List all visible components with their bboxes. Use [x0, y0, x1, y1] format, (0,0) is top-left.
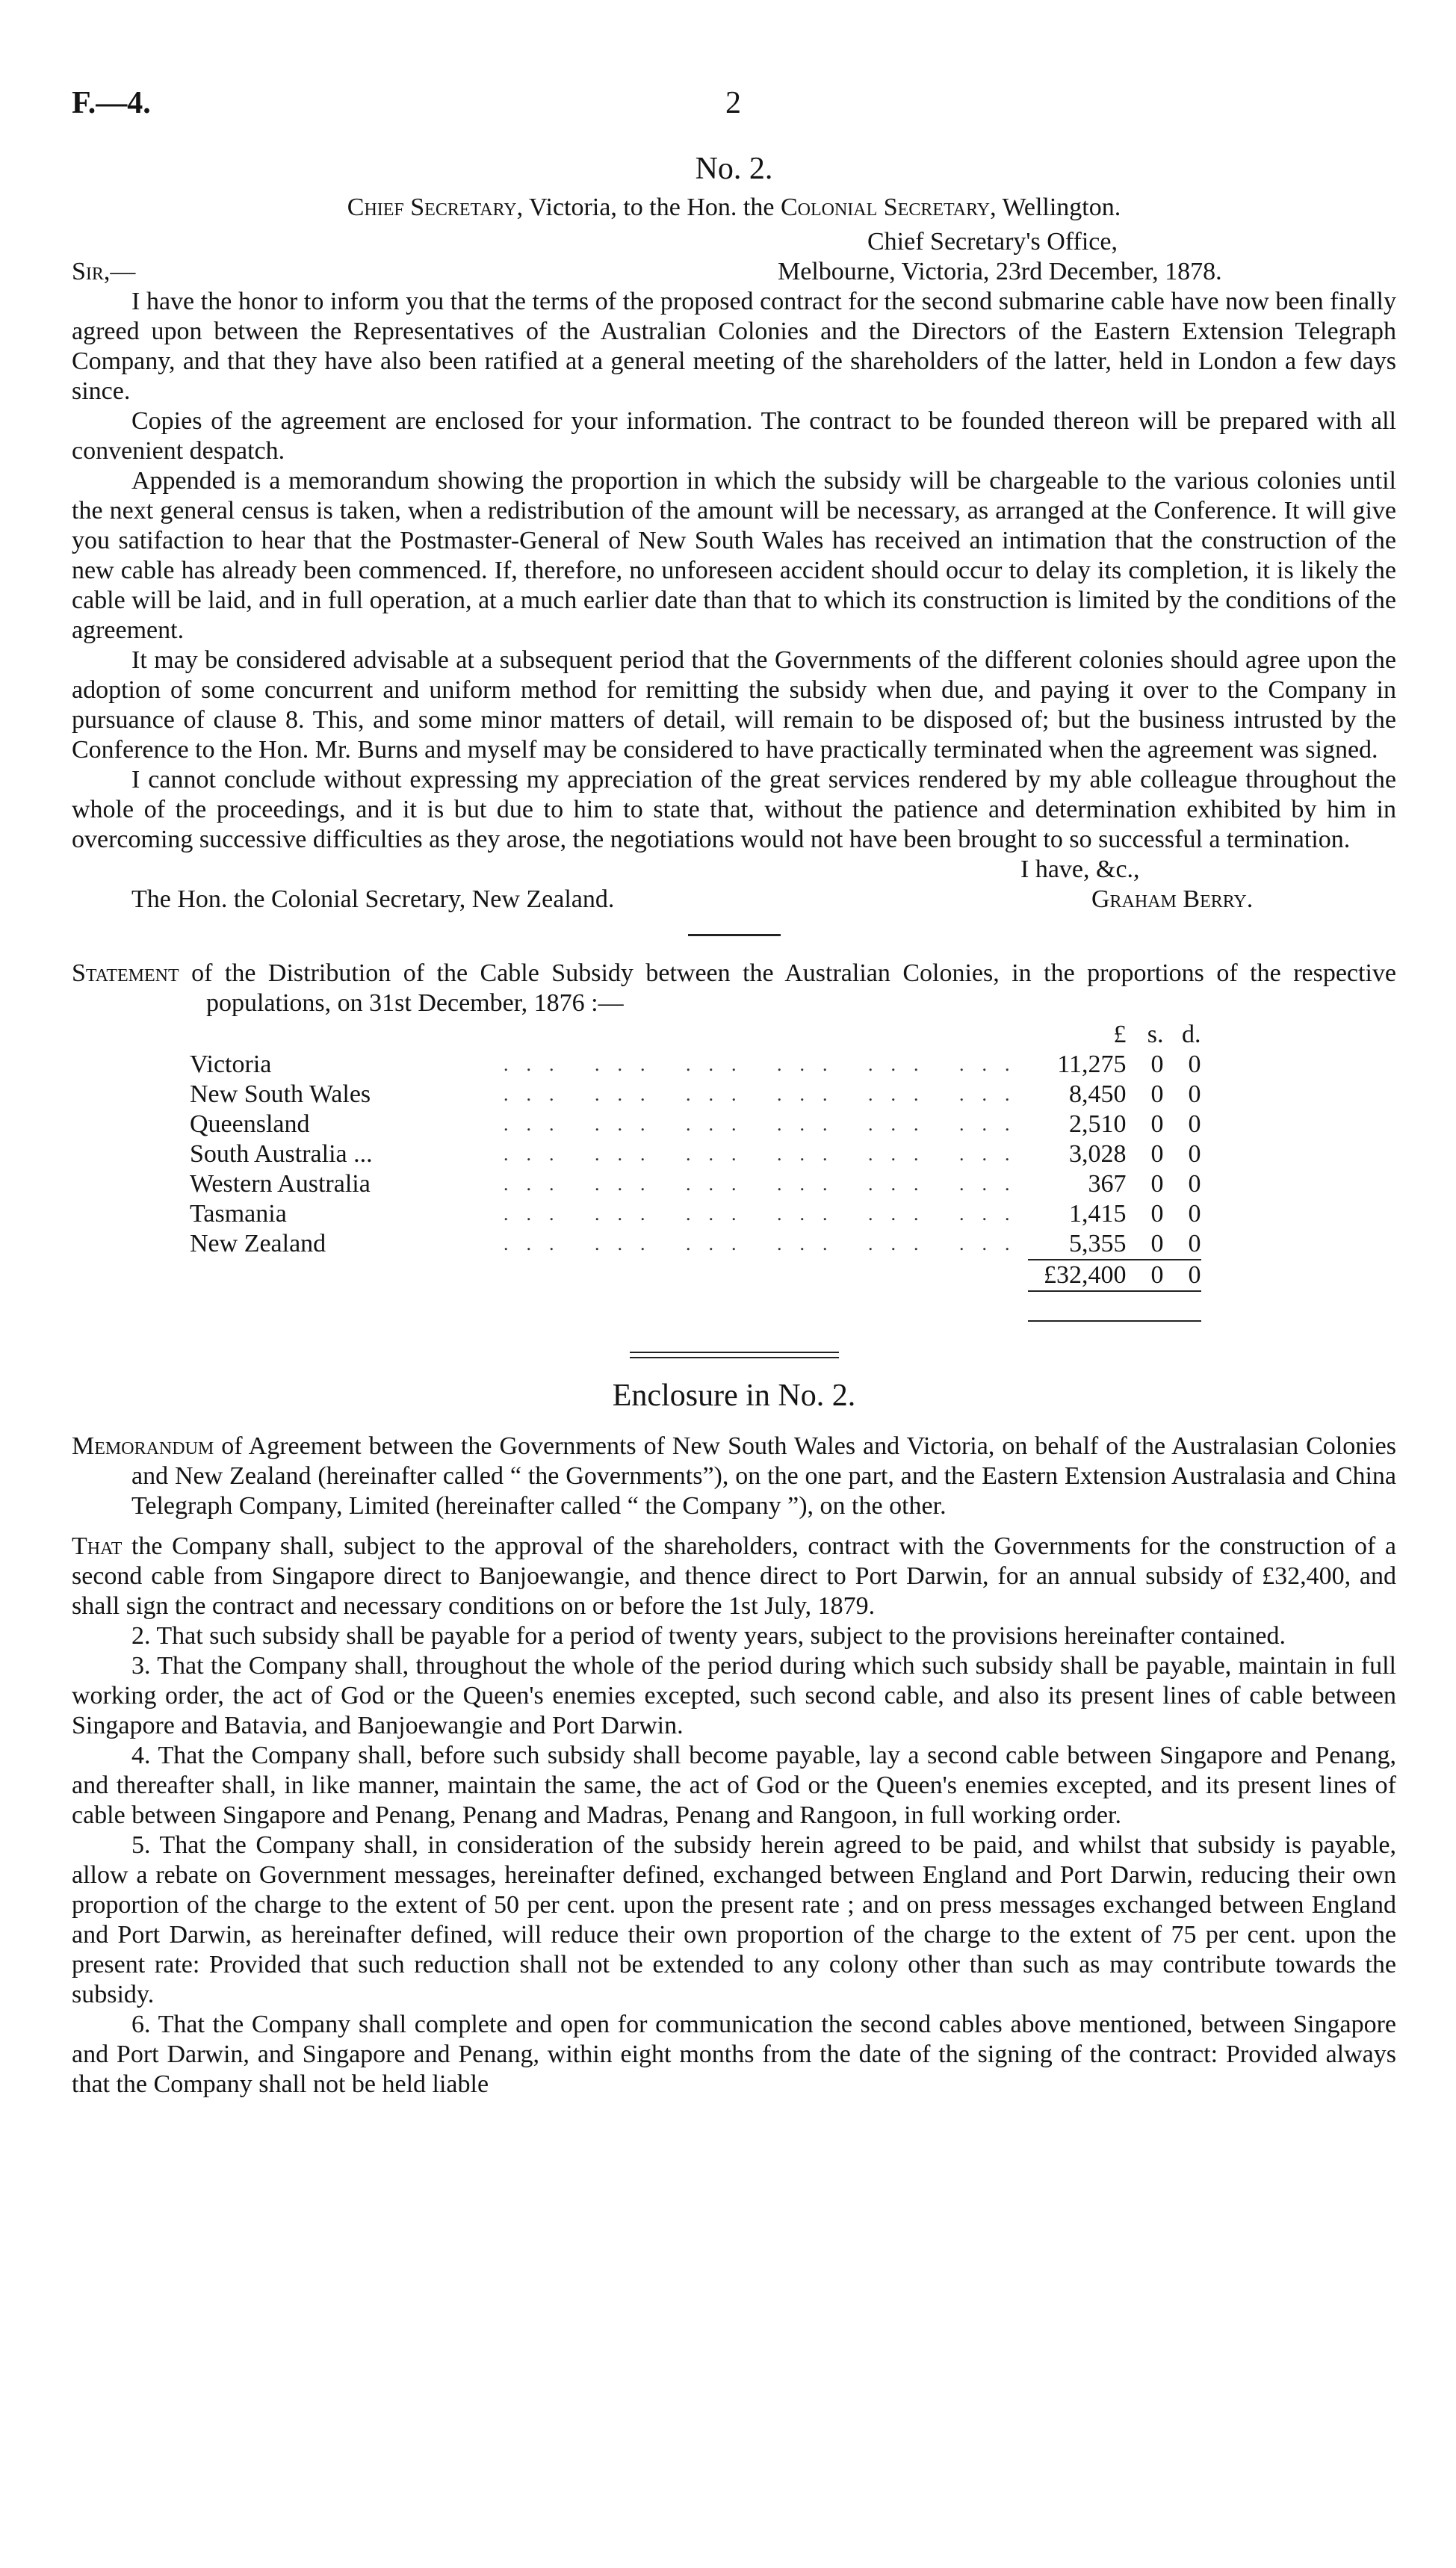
table-row — [190, 1199, 1201, 1229]
subsidy-table — [190, 1020, 1201, 1322]
memorandum-text: of Agreement between the Governments of New South Wales and Victoria, on behalf of the Australasian Colonies and New Zealand (hereinafter called “ the Governments”), on the one part, and the Eastern Extension Australasia and China Telegraph Company, Limited (hereinafter called “ the Company ”), on the other. — [131, 1432, 1396, 1520]
pence-value: 0 — [1188, 1230, 1201, 1257]
that-text: the Company shall, subject to the approval of the shareholders, contract with the Governments for the construction of a second cable from Singapore direct to Banjoewangie, and thence direct to Port Darwin, for an annual subsidy of £32,400, and shall sign the contract and necessary conditions on or before the 1st July, 1879. — [72, 1532, 1396, 1620]
closing: I have, &c., — [1020, 856, 1140, 883]
agreement-clause: 6. That the Company shall complete and open for communication the second cables above mentioned, between Singapore and Port Darwin, and Singapore and Penang, within eight months from the date of the signing of the contract: Provided always that the Company shall not be held liable — [72, 2011, 1396, 2098]
pounds-value: 3,028 — [1069, 1140, 1127, 1168]
paper-code: F.—4. — [72, 86, 151, 120]
total-pounds: £32,400 — [1028, 1260, 1127, 1291]
pounds-value: 1,415 — [1069, 1200, 1127, 1228]
leader-dots: ... ... ... ... ... ... — [504, 1083, 1028, 1105]
signature: Graham Berry. — [1091, 885, 1254, 913]
double-divider — [72, 1352, 1396, 1358]
divider-line — [630, 1357, 839, 1358]
agreement-clause: 3. That the Company shall, throughout the whole of the period during which such subsidy shall be payable, maintain in full working order, the act of God or the Queen's enemies excepted, such second cable, and also its present lines of cable between Singapore and Batavia, and Banjoewangie and Port Darwin. — [72, 1652, 1396, 1739]
table-row — [190, 1110, 1201, 1139]
colony-name: Queensland — [190, 1110, 310, 1138]
colony-name: Tasmania — [190, 1200, 287, 1228]
leader-dots: ... ... ... ... ... ... — [504, 1203, 1028, 1225]
pounds-header: £ — [1113, 1021, 1127, 1048]
total-row — [190, 1260, 1201, 1291]
shillings-value: 0 — [1150, 1110, 1164, 1138]
leader-dots: ... ... ... ... ... ... — [504, 1233, 1028, 1254]
letter-number: No. 2. — [695, 152, 773, 186]
to-title: Colonial Secretary — [780, 194, 991, 221]
addressee: The Hon. the Colonial Secretary, New Zealand. — [131, 885, 615, 913]
table-row — [190, 1139, 1201, 1169]
total-pence: 0 — [1164, 1260, 1201, 1291]
that-lead: That — [72, 1532, 123, 1560]
letter-address-line — [72, 193, 1396, 223]
section-divider — [688, 934, 781, 936]
office-line: Chief Secretary's Office, — [867, 228, 1118, 256]
colony-name: Victoria — [190, 1051, 272, 1078]
table-header-row — [190, 1020, 1201, 1050]
table-row — [190, 1169, 1201, 1199]
pence-value: 0 — [1188, 1110, 1201, 1138]
leader-dots: ... ... ... ... ... ... — [504, 1173, 1028, 1195]
page-number: 2 — [725, 86, 741, 120]
shillings-value: 0 — [1150, 1200, 1164, 1228]
statement-lead: Statement — [72, 959, 179, 987]
agreement-clause: 2. That such subsidy shall be payable for a period of twenty years, subject to the provisions hereinafter contained. — [131, 1622, 1286, 1650]
pence-value: 0 — [1188, 1140, 1201, 1168]
letter-paragraph: I have the honor to inform you that the terms of the proposed contract for the second submarine cable have now been finally agreed upon between the Representatives of the Australian Colonies and the Directors of the Eastern Extension Telegraph Company, and that they have also been ratified at a general meeting of the shareholders of the latter, held in London a few days since. — [72, 288, 1396, 405]
to-place: , Wellington. — [990, 194, 1121, 221]
place-date: Melbourne, Victoria, 23rd December, 1878. — [778, 258, 1222, 285]
shillings-value: 0 — [1150, 1230, 1164, 1257]
running-header — [72, 88, 1396, 133]
agreement-clause: 4. That the Company shall, before such subsidy shall become payable, lay a second cable between Singapore and Penang, and thereafter shall, in like manner, maintain the same, the act of God or the Queen's enemies excepted, and its present lines of cable between Singapore and Penang, Penang and Madras, Penang and Rangoon, in full working order. — [72, 1742, 1396, 1829]
from-title: Chief Secretary — [347, 194, 517, 221]
letter-body — [72, 287, 1396, 855]
pence-value: 0 — [1188, 1080, 1201, 1108]
pounds-value: 11,275 — [1057, 1051, 1127, 1078]
shillings-value: 0 — [1150, 1140, 1164, 1168]
statement-heading — [72, 959, 1396, 1018]
pounds-value: 5,355 — [1069, 1230, 1127, 1257]
memorandum-lead: Memorandum — [72, 1432, 214, 1460]
leader-dots: ... ... ... ... ... ... — [504, 1143, 1028, 1165]
pence-value: 0 — [1188, 1051, 1201, 1078]
letter-paragraph: I cannot conclude without expressing my appreciation of the great services rendered by my able colleague throughout the whole of the proceedings, and it is but due to him to state that, without the patience and determination exhibited by him in overcoming successive difficulties as they arose, the negotiations would not have been brought to so successful a termination. — [72, 766, 1396, 853]
pounds-value: 8,450 — [1069, 1080, 1127, 1108]
shillings-value: 0 — [1150, 1080, 1164, 1108]
pounds-value: 2,510 — [1069, 1110, 1127, 1138]
colony-name: New Zealand — [190, 1230, 326, 1257]
colony-name: New South Wales — [190, 1080, 371, 1108]
salutation: Sir,— — [72, 258, 136, 285]
signature-row — [72, 885, 1396, 915]
total-double-rule — [190, 1291, 1201, 1321]
from-place: , Victoria, to the Hon. the — [516, 194, 781, 221]
pence-header: d. — [1182, 1021, 1201, 1048]
total-shillings: 0 — [1127, 1260, 1164, 1291]
shillings-header: s. — [1147, 1021, 1164, 1048]
shillings-value: 0 — [1150, 1170, 1164, 1198]
pence-value: 0 — [1188, 1170, 1201, 1198]
pence-value: 0 — [1188, 1200, 1201, 1228]
shillings-value: 0 — [1150, 1051, 1164, 1078]
leader-dots: ... ... ... ... ... ... — [504, 1113, 1028, 1135]
table-row — [190, 1080, 1201, 1110]
statement-text: of the Distribution of the Cable Subsidy between the Australian Colonies, in the proportions of the respective populations, on 31st December, 1876 :— — [179, 959, 1396, 1017]
colony-name: South Australia ... — [190, 1140, 373, 1168]
agreement-clause-1 — [72, 1532, 1396, 1621]
pounds-value: 367 — [1088, 1170, 1127, 1198]
enclosure-title: Enclosure in No. 2. — [612, 1379, 856, 1413]
letter-paragraph: It may be considered advisable at a subsequent period that the Governments of the different colonies should agree upon the adoption of some concurrent and uniform method for remitting the subsidy when due, and paying it over to the Company in pursuance of clause 8. This, and some minor matters of detail, will remain to be disposed of; but the business intrusted by the Conference to the Hon. Mr. Burns and myself may be considered to have practically terminated when the agreement was signed. — [72, 646, 1396, 764]
letter-paragraph: Copies of the agreement are enclosed for your information. The contract to be founded thereon will be prepared with all convenient despatch. — [72, 407, 1396, 465]
agreement-clause: 5. That the Company shall, in consideration of the subsidy herein agreed to be paid, and whilst that subsidy is payable, allow a rebate on Government messages, hereinafter defined, exchanged between England and Port Darwin, reducing their own proportion of the charge to the extent of 50 per cent. upon the present rate ; and on press messages exchanged between England and Port Darwin, as hereinafter defined, will reduce their own proportion of the charge to the extent of 75 per cent. upon the present rate: Provided that such reduction shall not be extended to any colony other than such as may contribute towards the subsidy. — [72, 1831, 1396, 2008]
table-row — [190, 1050, 1201, 1080]
divider-line — [630, 1352, 839, 1353]
memorandum-heading — [72, 1432, 1396, 1521]
leader-dots: ... ... ... ... ... ... — [504, 1054, 1028, 1075]
table-row — [190, 1229, 1201, 1260]
colony-name: Western Australia — [190, 1170, 371, 1198]
salutation-row — [72, 257, 1396, 287]
letter-paragraph: Appended is a memorandum showing the proportion in which the subsidy will be chargeable to the various colonies until the next general census is taken, when a redistribution of the amount will be necessary, as arranged at the Conference. It will give you satifaction to hear that the Postmaster-General of New South Wales has received an intimation that the construction of the new cable has already been commenced. If, therefore, no unforeseen accident should occur to delay its completion, it is likely the cable will be laid, and in full operation, at a much earlier date than that to which its construction is limited by the conditions of the agreement. — [72, 467, 1396, 644]
